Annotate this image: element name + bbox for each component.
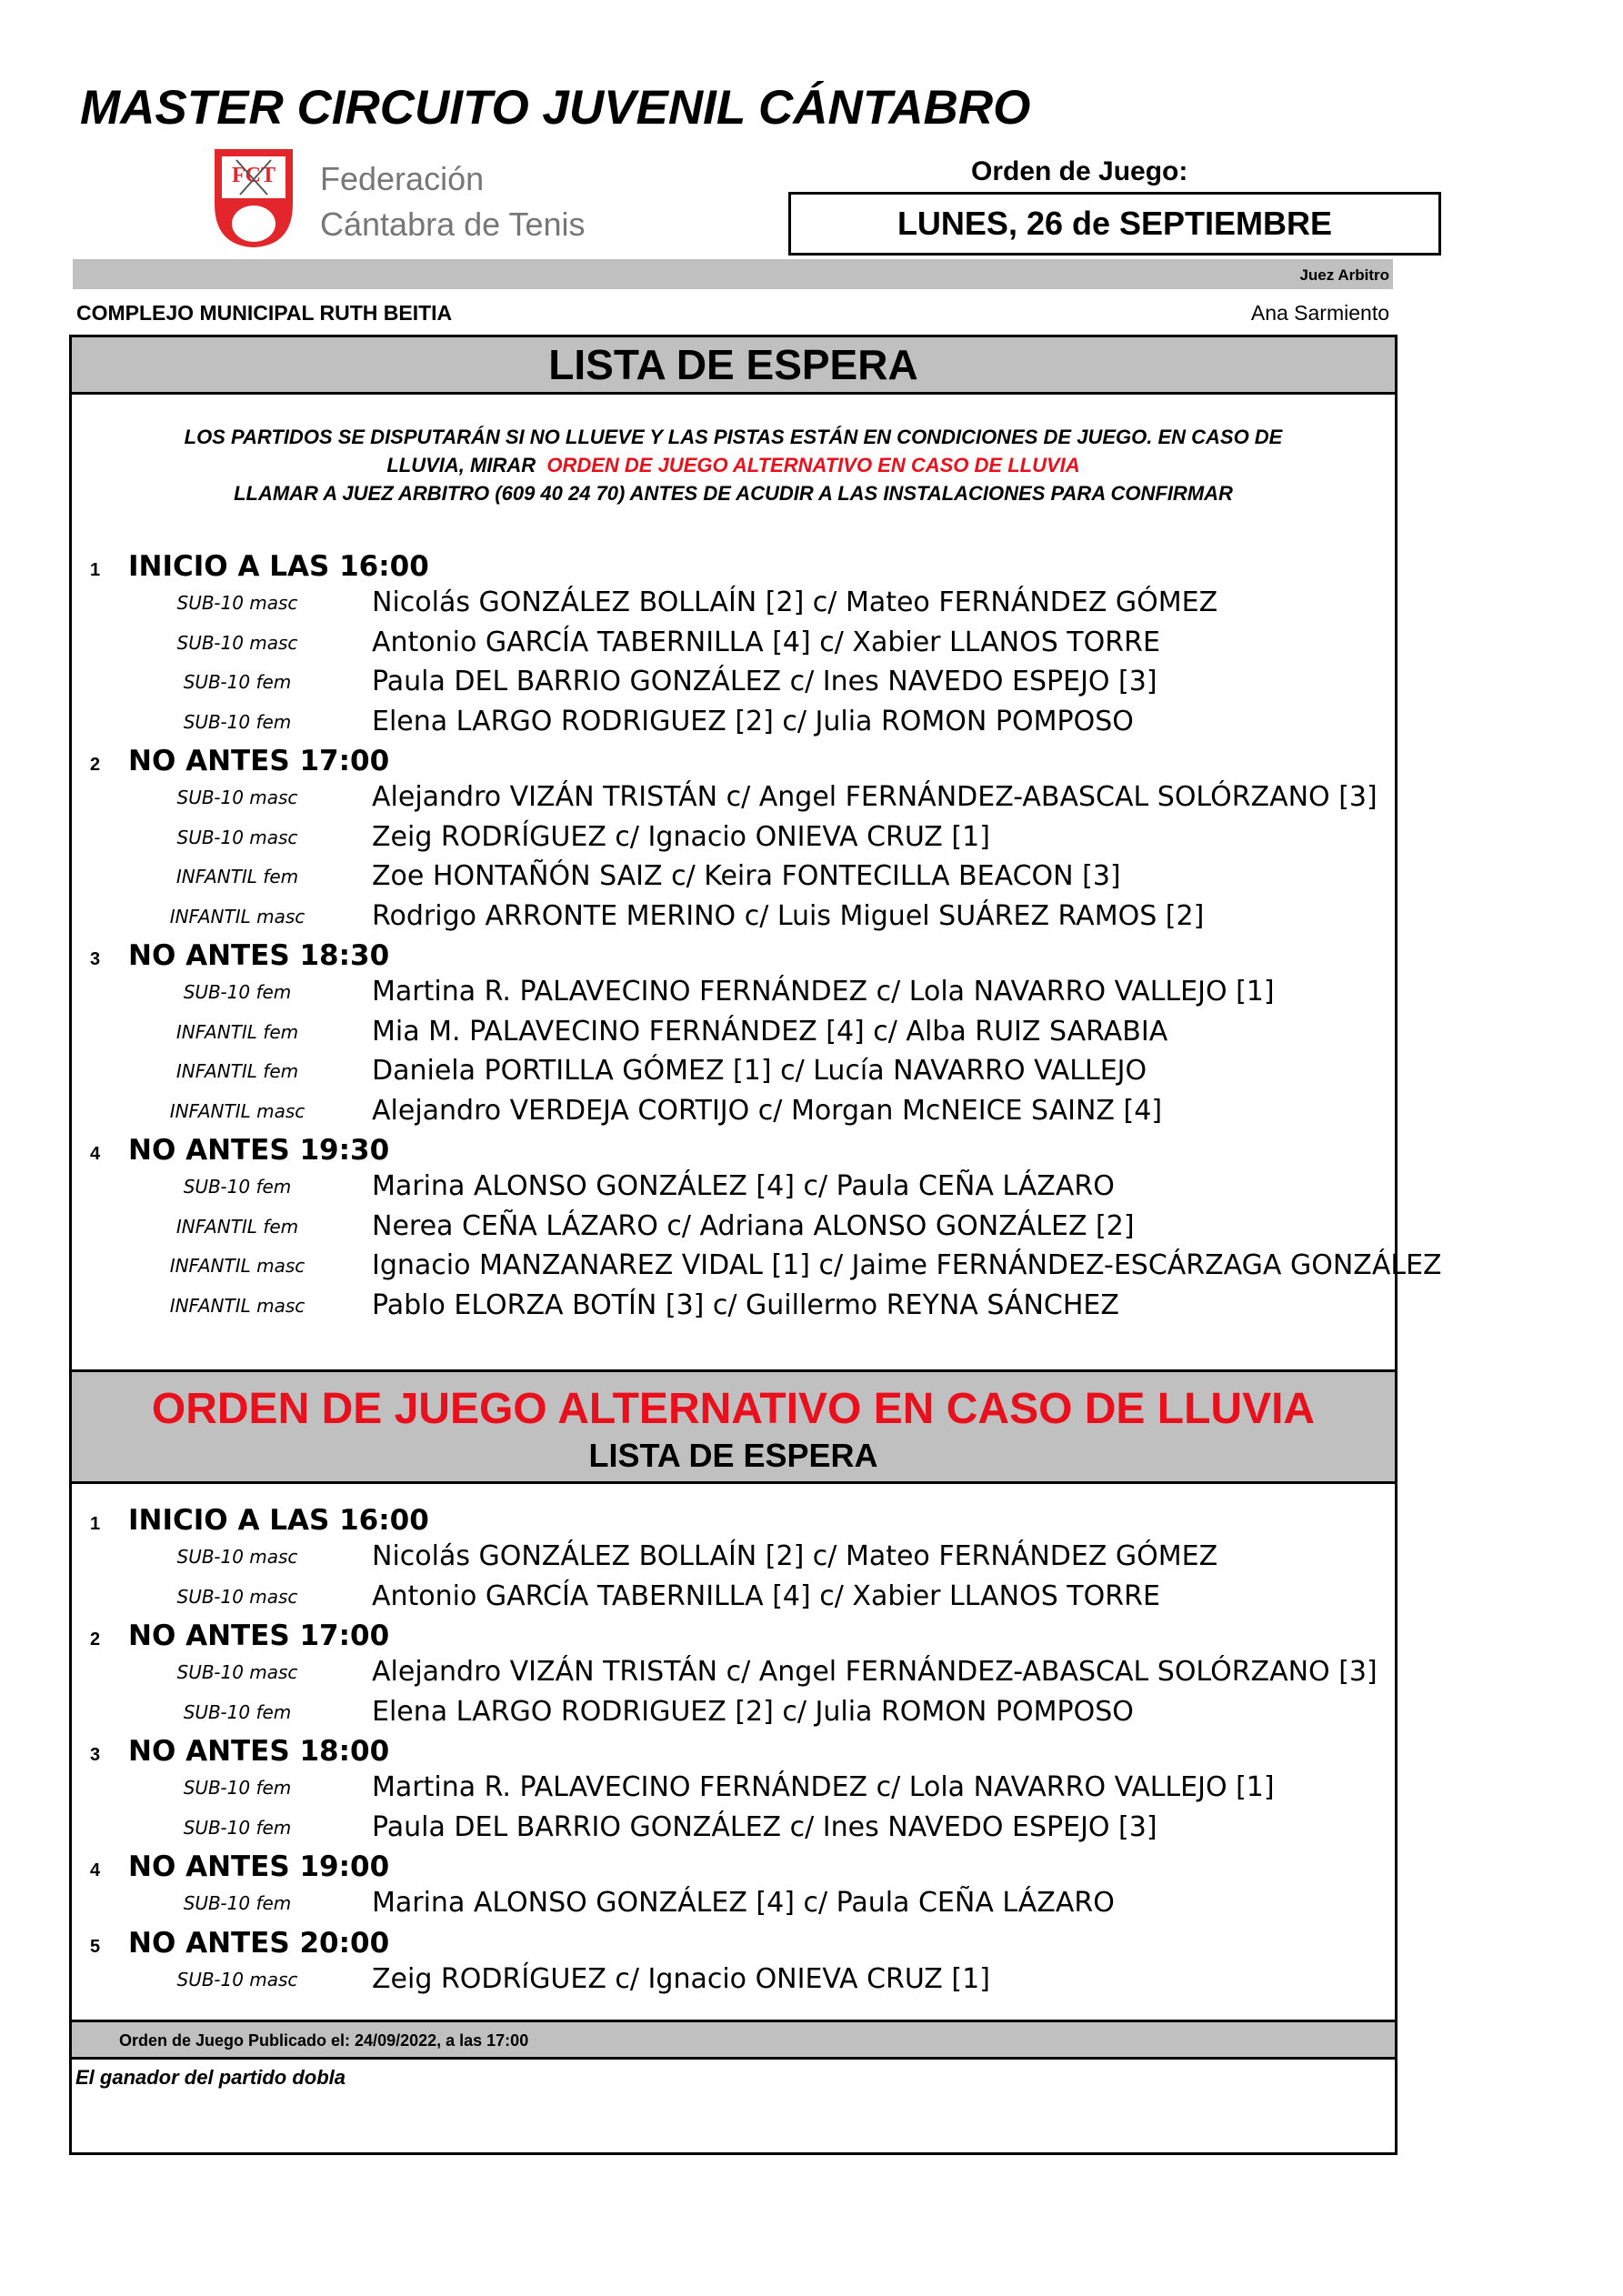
match-row [72, 1768, 1395, 1808]
match-players: Mia M. PALAVECINO FERNÁNDEZ [4] c/ Alba RUIZ SARABIA [372, 1015, 1168, 1048]
match-players: Martina R. PALAVECINO FERNÁNDEZ c/ Lola NAVARRO VALLEJO [1] [372, 1771, 1275, 1803]
slot-number: 1 [90, 1514, 101, 1534]
header-gray-bar [73, 259, 1393, 289]
match-row [72, 1960, 1395, 2000]
match-row [72, 1091, 1395, 1131]
time-slot [90, 1925, 389, 1961]
logo-lettering: FCT [232, 164, 276, 187]
slot-number: 1 [90, 560, 101, 580]
match-players: Rodrigo ARRONTE MERINO c/ Luis Miguel SUÁREZ RAMOS [2] [372, 899, 1205, 932]
slot-number: 5 [90, 1936, 101, 1957]
slot-time: NO ANTES 19:00 [128, 1850, 390, 1883]
date-text: LUNES, 26 de SEPTIEMBRE [788, 192, 1441, 256]
slot-number: 4 [90, 1144, 101, 1164]
slot-number: 4 [90, 1860, 101, 1880]
match-row [72, 1012, 1395, 1052]
match-row [72, 1537, 1395, 1577]
match-row [72, 623, 1395, 663]
match-category: SUB-10 masc [176, 826, 298, 848]
match-row [72, 662, 1395, 702]
time-slot [90, 1502, 429, 1539]
match-row [72, 1051, 1395, 1091]
match-category: SUB-10 masc [176, 787, 298, 808]
notice-line-2 [90, 451, 1377, 479]
time-slot [90, 743, 389, 779]
match-category: SUB-10 fem [183, 1176, 292, 1198]
match-players: Alejandro VIZÁN TRISTÁN c/ Angel FERNÁNDEZ-ABASCAL SOLÓRZANO [3] [372, 1656, 1378, 1688]
match-category: INFANTIL masc [169, 1255, 306, 1277]
published-text: Orden de Juego Publicado el: 24/09/2022, a las 17:00 [119, 2031, 529, 2050]
match-category: INFANTIL masc [169, 1099, 306, 1122]
match-row [72, 1207, 1395, 1247]
match-category: SUB-10 masc [176, 1661, 298, 1683]
slot-number: 2 [90, 1629, 101, 1649]
time-slot [90, 1849, 389, 1885]
match-row [72, 1167, 1395, 1207]
time-slot [90, 1132, 389, 1168]
match-row [72, 972, 1395, 1012]
match-row [72, 1246, 1442, 1286]
match-players: Nerea CEÑA LÁZARO c/ Adriana ALONSO GONZÁLEZ [2] [372, 1209, 1135, 1242]
match-category: SUB-10 masc [176, 631, 298, 654]
match-category: INFANTIL masc [169, 1294, 306, 1317]
slot-time: NO ANTES 17:00 [128, 745, 390, 777]
match-players: Martina R. PALAVECINO FERNÁNDEZ c/ Lola NAVARRO VALLEJO [1] [372, 976, 1275, 1008]
match-category: SUB-10 fem [183, 1700, 292, 1723]
match-category: SUB-10 masc [176, 1585, 298, 1608]
match-category: SUB-10 fem [183, 981, 292, 1003]
slot-time: NO ANTES 19:30 [128, 1134, 390, 1167]
alternative-title: ORDEN DE JUEGO ALTERNATIVO EN CASO DE LLUVIA [151, 1385, 1316, 1433]
notice-line-2-link: ORDEN DE JUEGO ALTERNATIVO EN CASO DE LLUVIA [546, 454, 1080, 476]
match-players: Paula DEL BARRIO GONZÁLEZ c/ Ines NAVEDO ESPEJO [3] [372, 1810, 1157, 1843]
match-category: INFANTIL masc [169, 905, 306, 927]
match-row [72, 897, 1395, 937]
match-category: SUB-10 fem [183, 1777, 292, 1799]
match-row [72, 583, 1395, 623]
match-players: Zeig RODRÍGUEZ c/ Ignacio ONIEVA CRUZ [1] [372, 820, 990, 853]
match-players: Elena LARGO RODRIGUEZ [2] c/ Julia ROMON POMPOSO [372, 1695, 1134, 1728]
rain-notice [90, 423, 1377, 507]
match-row [72, 1808, 1395, 1848]
match-row [72, 702, 1395, 742]
judge-name: Ana Sarmiento [1250, 301, 1389, 325]
match-category: SUB-10 fem [183, 671, 292, 693]
notice-line-3: LLAMAR A JUEZ ARBITRO (609 40 24 70) ANTES DE ACUDIR A LAS INSTALACIONES PARA CONFIRMAR [234, 482, 1233, 505]
match-row [72, 817, 1395, 857]
match-category: SUB-10 fem [183, 1816, 292, 1839]
date-box [788, 192, 1623, 256]
federation-name-line1: Federación [320, 160, 485, 197]
match-category: INFANTIL fem [175, 1215, 299, 1238]
time-slot [90, 937, 389, 974]
judge-label: Juez Arbitro [1299, 266, 1389, 284]
schedule-frame [69, 335, 1442, 2155]
federation-logo [213, 147, 295, 249]
match-category: SUB-10 masc [176, 1968, 298, 1990]
notice-line-2-prefix: LLUVIA, MIRAR [386, 454, 536, 476]
match-players: Marina ALONSO GONZÁLEZ [4] c/ Paula CEÑA LÁZARO [372, 1887, 1115, 1919]
slot-number: 3 [90, 1745, 101, 1765]
match-row [72, 1652, 1395, 1692]
match-row [72, 1692, 1395, 1732]
alternative-schedule-header [72, 1369, 1395, 1484]
match-players: Elena LARGO RODRIGUEZ [2] c/ Julia ROMON POMPOSO [372, 705, 1134, 737]
match-players: Nicolás GONZÁLEZ BOLLAÍN [2] c/ Mateo FERNÁNDEZ GÓMEZ [372, 587, 1218, 618]
slot-time: NO ANTES 20:00 [128, 1926, 390, 1960]
match-players: Ignacio MANZANAREZ VIDAL [1] c/ Jaime FERNÁNDEZ-ESCÁRZAGA GONZÁLEZ [372, 1249, 1442, 1281]
match-category: INFANTIL fem [175, 1060, 299, 1082]
match-category: INFANTIL fem [175, 866, 299, 887]
order-label: Orden de Juego: [971, 156, 1188, 186]
match-players: Zoe HONTAÑÓN SAIZ c/ Keira FONTECILLA BEACON [3] [372, 860, 1121, 892]
federation-name [320, 156, 586, 247]
match-category: SUB-10 masc [176, 592, 298, 614]
slot-number: 3 [90, 949, 101, 969]
time-slot [90, 1618, 389, 1654]
match-players: Marina ALONSO GONZÁLEZ [4] c/ Paula CEÑA LÁZARO [372, 1170, 1115, 1202]
page-title: MASTER CIRCUITO JUVENIL CÁNTABRO [80, 81, 1031, 135]
match-players: Alejandro VERDEJA CORTIJO c/ Morgan McNEICE SAINZ [4] [372, 1094, 1163, 1127]
match-players: Antonio GARCÍA TABERNILLA [4] c/ Xabier LLANOS TORRE [372, 626, 1160, 658]
match-category: SUB-10 masc [176, 1546, 298, 1568]
match-players: Paula DEL BARRIO GONZÁLEZ c/ Ines NAVEDO ESPEJO [3] [372, 666, 1157, 697]
match-players: Antonio GARCÍA TABERNILLA [4] c/ Xabier LLANOS TORRE [372, 1579, 1160, 1612]
match-category: INFANTIL fem [175, 1020, 299, 1043]
match-row [72, 777, 1395, 817]
notice-line-1: LOS PARTIDOS SE DISPUTARÁN SI NO LLUEVE Y LAS PISTAS ESTÁN EN CONDICIONES DE JUEGO. EN CASO DE [184, 426, 1283, 448]
match-players: Zeig RODRÍGUEZ c/ Ignacio ONIEVA CRUZ [1] [372, 1962, 990, 1995]
slot-time: NO ANTES 18:00 [128, 1735, 390, 1768]
match-row [72, 1577, 1395, 1617]
match-players: Alejandro VIZÁN TRISTÁN c/ Angel FERNÁNDEZ-ABASCAL SOLÓRZANO [3] [372, 781, 1378, 813]
slot-time: INICIO A LAS 16:00 [128, 550, 429, 583]
time-slot [90, 548, 429, 585]
slot-time: INICIO A LAS 16:00 [128, 1504, 429, 1537]
federation-name-line2: Cántabra de Tenis [320, 206, 586, 243]
published-bar [72, 2020, 1395, 2060]
slot-time: NO ANTES 17:00 [128, 1619, 390, 1652]
match-row [72, 1286, 1395, 1326]
match-players: Daniela PORTILLA GÓMEZ [1] c/ Lucía NAVARRO VALLEJO [372, 1055, 1147, 1087]
slot-time: NO ANTES 18:30 [128, 939, 390, 972]
match-row [72, 1883, 1395, 1923]
alternative-subtitle: LISTA DE ESPERA [588, 1437, 878, 1474]
footnote: El ganador del partido dobla [75, 2066, 346, 2089]
section-title-waiting-list: LISTA DE ESPERA [72, 337, 1395, 395]
time-slot [90, 1733, 389, 1770]
match-category: SUB-10 fem [183, 1892, 292, 1914]
match-players: Nicolás GONZÁLEZ BOLLAÍN [2] c/ Mateo FERNÁNDEZ GÓMEZ [372, 1540, 1218, 1572]
match-players: Pablo ELORZA BOTÍN [3] c/ Guillermo REYNA SÁNCHEZ [372, 1288, 1119, 1321]
venue-name: COMPLEJO MUNICIPAL RUTH BEITIA [76, 301, 453, 325]
slot-number: 2 [90, 755, 101, 775]
match-category: SUB-10 fem [183, 710, 292, 733]
match-row [72, 857, 1395, 897]
